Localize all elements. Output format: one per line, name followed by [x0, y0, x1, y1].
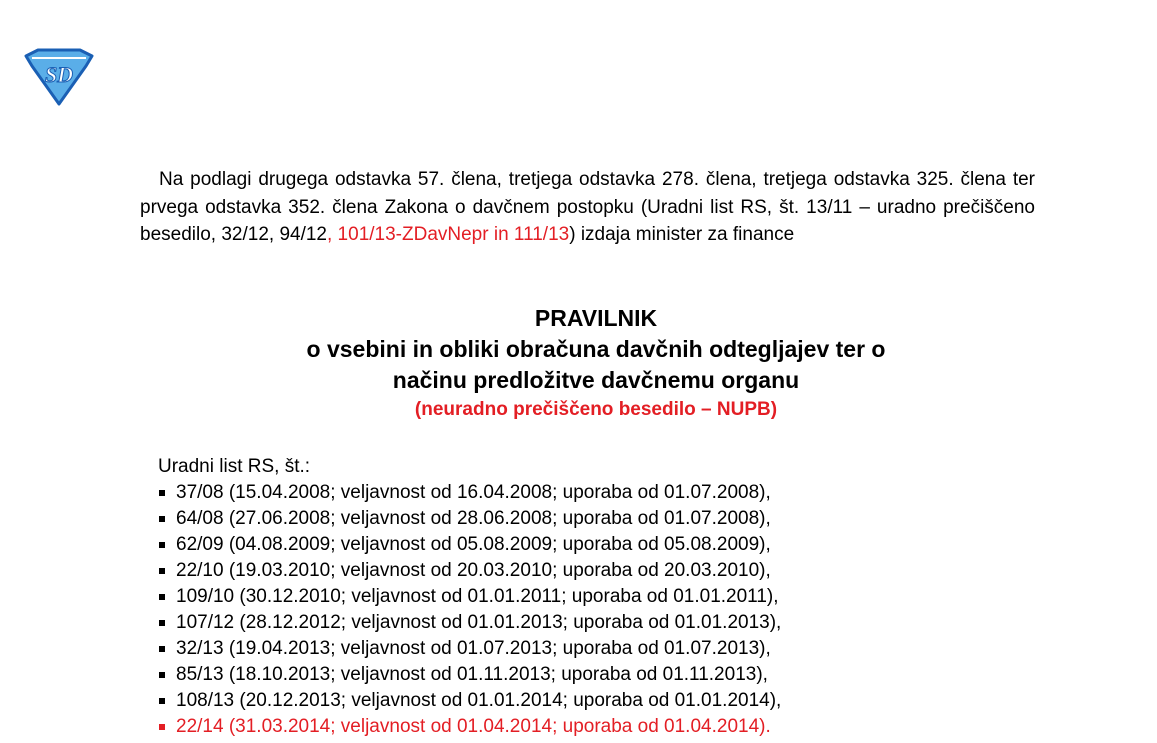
title-block [140, 302, 1052, 424]
gazette-item: 22/10 (19.03.2010; veljavnost od 20.03.2010; uporaba od 20.03.2010), [158, 558, 781, 584]
bullet-icon [159, 490, 165, 496]
logo [22, 48, 96, 106]
logo-text: SD [44, 62, 74, 87]
gazette-item: 85/13 (18.10.2013; veljavnost od 01.11.2013; uporaba od 01.11.2013), [158, 662, 781, 688]
bullet-icon [159, 724, 165, 730]
gazette-item: 108/13 (20.12.2013; veljavnost od 01.01.2014; uporaba od 01.01.2014), [158, 688, 781, 714]
gazette-item: 62/09 (04.08.2009; veljavnost od 05.08.2009; uporaba od 05.08.2009), [158, 532, 781, 558]
gazette-list [158, 480, 781, 740]
gazette-references [158, 454, 781, 740]
bullet-icon [159, 568, 165, 574]
gazette-heading: Uradni list RS, št.: [158, 456, 311, 477]
bullet-icon [159, 646, 165, 652]
intro-amendments: , 101/13-ZDavNepr in 111/13 [327, 224, 570, 245]
intro-issuer: ) izdaja minister za finance [569, 224, 795, 245]
gazette-item: 32/13 (19.04.2013; veljavnost od 01.07.2013; uporaba od 01.07.2013), [158, 636, 781, 662]
intro-paragraph [140, 166, 1035, 249]
bullet-icon [159, 516, 165, 522]
unofficial-consolidation-note: (neuradno prečiščeno besedilo – NUPB) [414, 399, 778, 420]
gazette-item: 37/08 (15.04.2008; veljavnost od 16.04.2008; uporaba od 01.07.2008), [158, 480, 781, 506]
document-subtitle: o vsebini in obliki obračuna davčnih odtegljajev ter o načinu predložitve davčnemu organu [306, 336, 886, 393]
gazette-item: 107/12 (28.12.2012; veljavnost od 01.01.2013; uporaba od 01.01.2013), [158, 610, 781, 636]
gazette-item: 64/08 (27.06.2008; veljavnost od 28.06.2008; uporaba od 01.07.2008), [158, 506, 781, 532]
sd-shield-icon [22, 48, 96, 106]
bullet-icon [159, 594, 165, 600]
bullet-icon [159, 698, 165, 704]
bullet-icon [159, 542, 165, 548]
document-title: PRAVILNIK [534, 305, 658, 331]
bullet-icon [159, 672, 165, 678]
intro-text: Na podlagi drugega odstavka 57. člena, tretjega odstavka 278. člena, tretjega odstavka 325. člena ter prvega odstavka 352. člena Zakona o davčnem postopku (Uradni list RS, št. 13/11 – uradno prečiščeno besedilo, 32/12, 94/12 [140, 169, 1035, 245]
gazette-item-latest: 22/14 (31.03.2014; veljavnost od 01.04.2014; uporaba od 01.04.2014). [158, 714, 781, 740]
gazette-item: 109/10 (30.12.2010; veljavnost od 01.01.2011; uporaba od 01.01.2011), [158, 584, 781, 610]
bullet-icon [159, 620, 165, 626]
